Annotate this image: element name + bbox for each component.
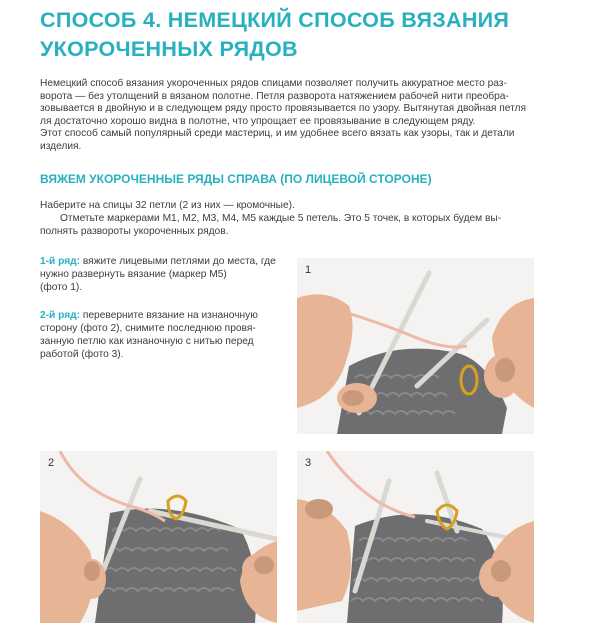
- photo-2: [40, 451, 277, 623]
- intro-line: зовывается в двойную и в следующем ряду просто провязывается по узору. Вытянутая двойная петля: [40, 103, 527, 115]
- intro-line: Немецкий способ вязания укороченных рядов спицами позволяет получить аккуратное место раз-: [40, 78, 507, 89]
- row-1-text: (фото 1).: [40, 282, 83, 293]
- cast-on-line: полнять развороты укороченных рядов.: [40, 226, 229, 237]
- intro-paragraph: [40, 78, 540, 154]
- row-1-instruction: [40, 255, 280, 294]
- page-title: СПОСОБ 4. НЕМЕЦКИЙ СПОСОБ ВЯЗАНИЯ УКОРОЧЕННЫХ РЯДОВ: [40, 8, 510, 61]
- cast-on-instructions: [40, 199, 560, 238]
- intro-line: ворота — без утолщений в вязаном полотне. Петля разворота натяжением рабочей нити преобра-: [40, 90, 509, 102]
- intro-line: ля достаточно хорошо видна в полотне, что упрощает ее провязывание в следующем ряду.: [40, 115, 476, 127]
- cast-on-line: Наберите на спицы 32 петли (2 из них — кромочные).: [40, 200, 295, 211]
- row-2-instruction: [40, 309, 280, 361]
- row-1-label: 1-й ряд:: [40, 256, 81, 267]
- intro-line: изделия.: [40, 140, 82, 152]
- photo-number: 3: [305, 457, 312, 469]
- photo-1: [297, 258, 534, 434]
- section-subheading: ВЯЖЕМ УКОРОЧЕННЫЕ РЯДЫ СПРАВА (ПО ЛИЦЕВОЙ СТОРОНЕ): [40, 172, 432, 186]
- photo-number: 2: [48, 457, 55, 469]
- intro-line: Этот способ самый популярный среди мастериц, и им удобнее всего вязать как узоры, так и детали: [40, 128, 515, 140]
- knitting-photo-icon: [40, 451, 277, 623]
- row-2-text: сторону (фото 2), снимите последнюю провя-: [40, 323, 256, 334]
- knitting-photo-icon: [297, 451, 534, 623]
- knitting-photo-icon: [297, 258, 534, 434]
- cast-on-line: Отметьте маркерами М1, М2, М3, М4, М5 каждые 5 петель. Это 5 точек, в которых будем вы-: [60, 213, 502, 224]
- row-2-text: переверните вязание на изнаночную: [80, 310, 258, 321]
- row-1-text: вяжите лицевыми петлями до места, где: [80, 256, 276, 267]
- photo-3: [297, 451, 534, 623]
- row-2-text: работой (фото 3).: [40, 349, 124, 360]
- photo-number: 1: [305, 264, 312, 276]
- row-2-label: 2-й ряд:: [40, 310, 81, 321]
- row-2-text: занную петлю как изнаночную с нитью перед: [40, 336, 254, 347]
- row-1-text: нужно развернуть вязание (маркер М5): [40, 269, 227, 280]
